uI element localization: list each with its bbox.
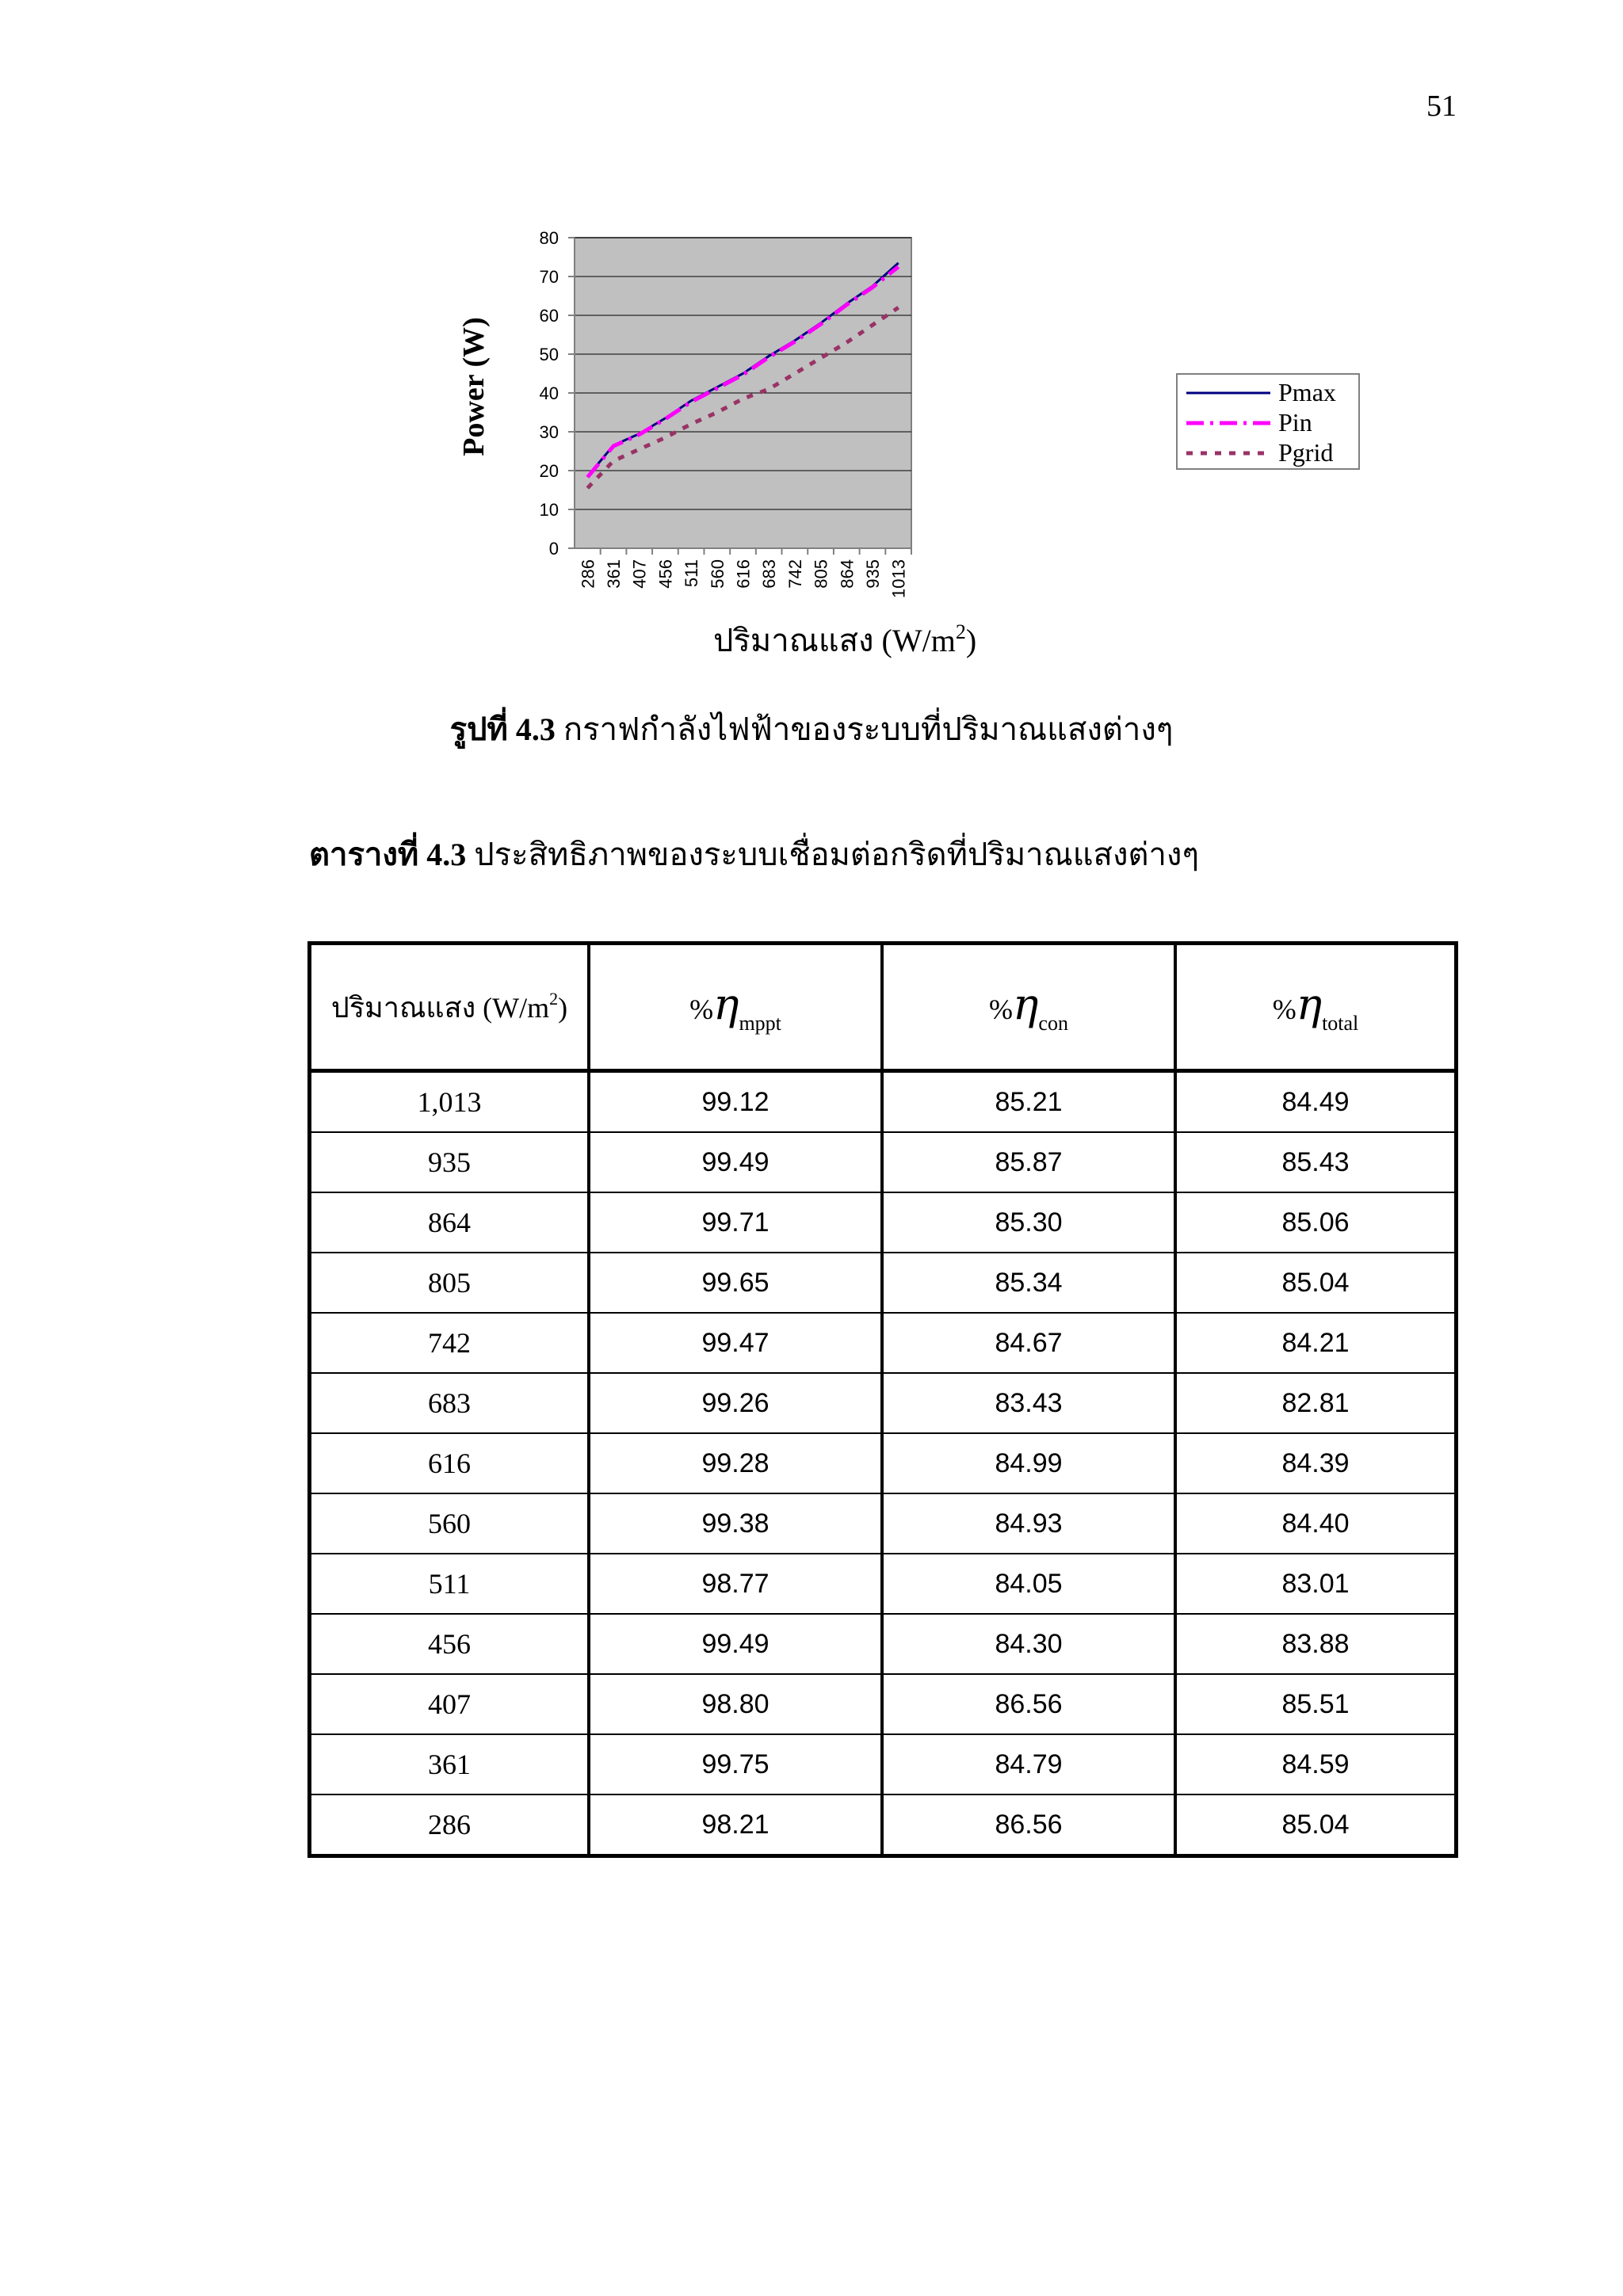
cell-eta-mppt: 99.47 — [589, 1313, 882, 1373]
y-axis-title: Power (W) — [457, 317, 491, 456]
table-row — [310, 1433, 1457, 1493]
figure-caption-text: กราฟกำลังไฟฟ้าของระบบที่ปริมาณแสงต่างๆ — [555, 711, 1174, 747]
x-tick-label: 407 — [629, 559, 650, 589]
efficiency-table — [307, 941, 1458, 1858]
x-tick-label: 511 — [682, 559, 702, 588]
table-header-row — [310, 944, 1457, 1071]
power-chart — [444, 208, 1379, 683]
cell-irradiance: 683 — [310, 1373, 590, 1433]
cell-eta-total: 83.88 — [1175, 1614, 1457, 1674]
cell-eta-con: 84.05 — [882, 1554, 1175, 1614]
cell-eta-total: 84.59 — [1175, 1734, 1457, 1794]
cell-eta-mppt: 99.38 — [589, 1493, 882, 1554]
table-row — [310, 1614, 1457, 1674]
x-tick-labels — [578, 559, 908, 598]
table-title-text: ประสิทธิภาพของระบบเชื่อมต่อกริดที่ปริมาณแสงต่างๆ — [466, 837, 1199, 872]
table-row — [310, 1734, 1457, 1794]
cell-irradiance: 456 — [310, 1614, 590, 1674]
y-tick-label: 0 — [548, 539, 559, 559]
cell-eta-mppt: 98.77 — [589, 1554, 882, 1614]
cell-eta-mppt: 99.71 — [589, 1192, 882, 1253]
page-number: 51 — [1426, 90, 1457, 123]
cell-irradiance: 560 — [310, 1493, 590, 1554]
y-tick-labels — [540, 228, 559, 559]
legend-label-pmax: Pmax — [1278, 378, 1336, 406]
cell-irradiance: 286 — [310, 1794, 590, 1856]
cell-eta-mppt: 99.65 — [589, 1253, 882, 1313]
y-tick-label: 50 — [539, 345, 559, 364]
cell-eta-con: 84.67 — [882, 1313, 1175, 1373]
y-tick-label: 40 — [539, 383, 559, 403]
cell-irradiance: 407 — [310, 1674, 590, 1734]
cell-irradiance: 935 — [310, 1132, 590, 1192]
x-tick-label: 742 — [785, 559, 805, 589]
cell-eta-con: 86.56 — [882, 1674, 1175, 1734]
cell-eta-mppt: 99.12 — [589, 1071, 882, 1133]
cell-eta-total: 85.04 — [1175, 1253, 1457, 1313]
table-row — [310, 1373, 1457, 1433]
y-tick-label: 60 — [539, 306, 559, 326]
table-row — [310, 1132, 1457, 1192]
cell-eta-con: 85.87 — [882, 1132, 1175, 1192]
cell-eta-mppt: 99.49 — [589, 1132, 882, 1192]
header-eta-mppt: $\%\eta_{mppt}$ — [589, 944, 882, 1071]
cell-eta-total: 82.81 — [1175, 1373, 1457, 1433]
cell-irradiance: 511 — [310, 1554, 590, 1614]
table-row — [310, 1253, 1457, 1313]
x-axis-title: ปริมาณแสง $(W/m^2)$ — [713, 620, 977, 658]
header-eta-con: $\%\eta_{con}$ — [882, 944, 1175, 1071]
table-row — [310, 1674, 1457, 1734]
cell-eta-total: 83.01 — [1175, 1554, 1457, 1614]
table-row — [310, 1493, 1457, 1554]
table-row — [310, 1071, 1457, 1133]
table-row — [310, 1554, 1457, 1614]
y-tick-label: 70 — [539, 267, 559, 287]
y-tick-label: 10 — [539, 500, 559, 520]
cell-eta-total: 85.43 — [1175, 1132, 1457, 1192]
x-tick-label: 361 — [604, 559, 624, 589]
table-title-label: ตารางที่ 4.3 — [309, 837, 467, 872]
cell-eta-mppt: 99.28 — [589, 1433, 882, 1493]
cell-eta-mppt: 99.49 — [589, 1614, 882, 1674]
y-tick-label: 30 — [539, 422, 559, 442]
figure-caption-label: รูปที่ 4.3 — [449, 711, 556, 747]
cell-eta-con: 83.43 — [882, 1373, 1175, 1433]
cell-eta-total: 84.39 — [1175, 1433, 1457, 1493]
x-tick-label: 805 — [811, 559, 831, 589]
x-tick-label: 560 — [707, 559, 727, 589]
cell-irradiance: 361 — [310, 1734, 590, 1794]
cell-eta-con: 84.93 — [882, 1493, 1175, 1554]
cell-eta-total: 84.49 — [1175, 1071, 1457, 1133]
cell-eta-con: 84.99 — [882, 1433, 1175, 1493]
y-tick-label: 20 — [539, 461, 559, 481]
figure-caption — [0, 704, 1623, 754]
cell-eta-mppt: 98.80 — [589, 1674, 882, 1734]
cell-eta-con: 84.79 — [882, 1734, 1175, 1794]
x-tick-label: 1013 — [888, 559, 909, 598]
cell-eta-con: 84.30 — [882, 1614, 1175, 1674]
table-row — [310, 1794, 1457, 1856]
cell-irradiance: 742 — [310, 1313, 590, 1373]
x-tick-label: 683 — [759, 559, 780, 589]
cell-eta-total: 85.51 — [1175, 1674, 1457, 1734]
x-tick-label: 935 — [862, 559, 883, 589]
table-title — [309, 829, 1199, 879]
cell-eta-mppt: 99.75 — [589, 1734, 882, 1794]
header-eta-total: $\%\eta_{total}$ — [1175, 944, 1457, 1071]
cell-eta-total: 85.04 — [1175, 1794, 1457, 1856]
cell-eta-con: 85.34 — [882, 1253, 1175, 1313]
cell-eta-mppt: 99.26 — [589, 1373, 882, 1433]
cell-eta-mppt: 98.21 — [589, 1794, 882, 1856]
y-tick-label: 80 — [539, 228, 559, 248]
cell-eta-total: 84.40 — [1175, 1493, 1457, 1554]
x-tick-label: 456 — [655, 559, 676, 589]
cell-irradiance: 805 — [310, 1253, 590, 1313]
x-tick-label: 864 — [837, 559, 857, 589]
header-irradiance: ปริมาณแสง $(W/m^2)$ — [310, 944, 590, 1071]
chart-legend — [1177, 374, 1359, 469]
cell-irradiance: 616 — [310, 1433, 590, 1493]
legend-label-pin: Pin — [1278, 408, 1312, 437]
table-row — [310, 1313, 1457, 1373]
cell-irradiance: 1,013 — [310, 1071, 590, 1133]
cell-eta-con: 85.30 — [882, 1192, 1175, 1253]
cell-eta-total: 85.06 — [1175, 1192, 1457, 1253]
table-row — [310, 1192, 1457, 1253]
x-tick-label: 286 — [578, 559, 598, 589]
cell-eta-con: 85.21 — [882, 1071, 1175, 1133]
cell-eta-con: 86.56 — [882, 1794, 1175, 1856]
legend-label-pgrid: Pgrid — [1278, 438, 1334, 467]
cell-irradiance: 864 — [310, 1192, 590, 1253]
x-tick-label: 616 — [733, 559, 754, 589]
cell-eta-total: 84.21 — [1175, 1313, 1457, 1373]
